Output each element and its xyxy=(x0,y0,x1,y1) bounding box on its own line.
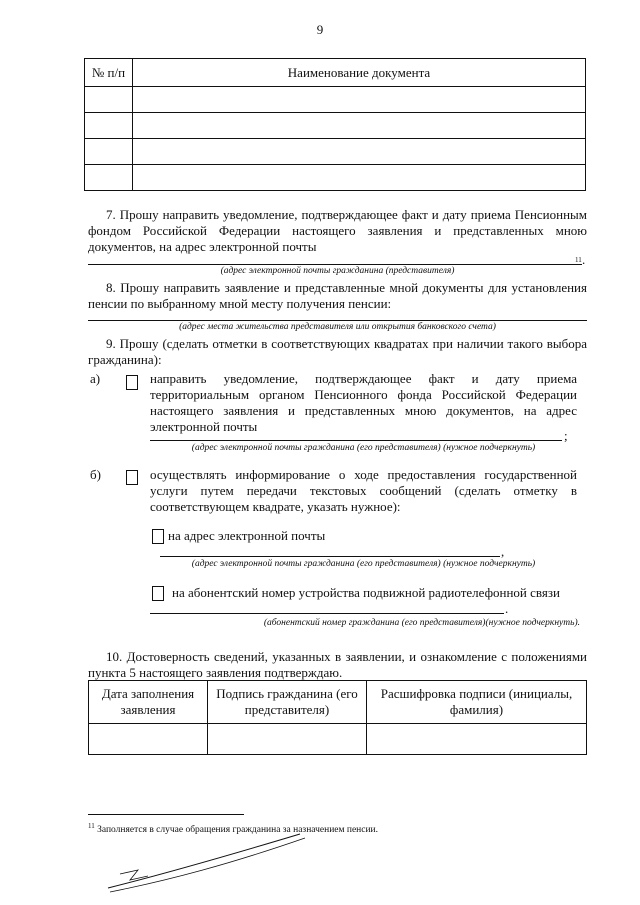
name-cell[interactable] xyxy=(367,724,587,755)
option-b-text: осуществлять информирование о ходе предоставления государственной услуги путем передачи текстовых сообщений (сделать отметку в соответствующем квадрате, указать нужное): xyxy=(150,467,577,514)
line-end-semicolon: ; xyxy=(564,428,568,443)
column-header-document-name: Наименование документа xyxy=(133,59,586,87)
table-cell xyxy=(133,113,586,139)
option-a-caption: (адрес электронной почты гражданина (его представителя) (нужное подчеркнуть) xyxy=(191,443,536,453)
option-a-email-line[interactable] xyxy=(150,440,562,441)
address-line[interactable] xyxy=(88,320,587,321)
option-b-email-line[interactable] xyxy=(160,556,500,557)
phone-caption: (абонентский номер гражданина (его представителя)(нужное подчеркнуть). xyxy=(263,618,580,628)
option-a-marker: а) xyxy=(90,371,101,386)
signature-cell[interactable] xyxy=(208,724,367,755)
page-number: 9 xyxy=(316,22,324,37)
email-caption: (адрес электронной почты гражданина (представителя) xyxy=(220,266,455,276)
documents-table xyxy=(84,58,586,191)
footnote-divider xyxy=(88,814,244,815)
option-b-email-caption: (адрес электронной почты гражданина (его представителя) (нужное подчеркнуть) xyxy=(191,559,536,569)
option-a-text: направить уведомление, подтверждающее факт и дату приема территориальным органом Пенсионного фонда Российской Федерации настоящего заявления и представленных мною документов, на адрес электронной почты xyxy=(150,371,577,434)
footnote-text: Заполняется в случае обращения гражданина за назначением пенсии. xyxy=(97,825,379,836)
signature-header-row xyxy=(89,681,587,724)
table-cell xyxy=(85,139,133,165)
signature-input-row xyxy=(89,724,587,755)
column-header-number: № п/п xyxy=(85,59,133,87)
footnote-number: 11 xyxy=(88,822,95,830)
item-7-text: 7. Прошу направить уведомление, подтверждающее факт и дату приема Пенсионным фондом Российской Федерации настоящего заявления и представленных мною документов, на адрес электронной почты xyxy=(88,207,587,254)
line-end-period: . xyxy=(582,252,586,267)
email-option-checkbox[interactable] xyxy=(152,529,164,544)
line-end-period-2: . xyxy=(505,601,509,616)
item-10-text: 10. Достоверность сведений, указанных в заявлении, и ознакомление с положениями пункта 5 настоящего заявления подтверждаю. xyxy=(88,649,587,680)
option-b-marker: б) xyxy=(90,467,101,482)
option-b-checkbox[interactable] xyxy=(126,470,138,485)
column-header-signature: Подпись гражданина (его представителя) xyxy=(208,681,367,724)
email-option-label: на адрес электронной почты xyxy=(168,528,326,543)
table-cell xyxy=(85,165,133,191)
table-cell xyxy=(133,87,586,113)
table-row xyxy=(85,165,586,191)
table-row xyxy=(85,113,586,139)
column-header-date: Дата заполнения заявления xyxy=(89,681,208,724)
table-cell xyxy=(133,165,586,191)
item-8-text: 8. Прошу направить заявление и представленные мной документы для установления пенсии по выбранному мной месту получения пенсии: xyxy=(88,280,587,311)
handwritten-signature xyxy=(100,830,360,900)
email-line[interactable] xyxy=(88,264,582,265)
footnote-ref-11: 11 xyxy=(575,256,582,264)
table-cell xyxy=(85,87,133,113)
address-caption: (адрес места жительства представителя или открытия банковского счета) xyxy=(179,322,496,332)
line-end-comma: , xyxy=(501,544,505,559)
table-header-row xyxy=(85,59,586,87)
date-cell[interactable] xyxy=(89,724,208,755)
item-9-text: 9. Прошу (сделать отметки в соответствующих квадратах при наличии такого выбора гражданина): xyxy=(88,336,587,367)
table-cell xyxy=(85,113,133,139)
phone-option-label: на абонентский номер устройства подвижной радиотелефонной связи xyxy=(172,585,560,600)
option-a-checkbox[interactable] xyxy=(126,375,138,390)
table-cell xyxy=(133,139,586,165)
signature-table xyxy=(88,680,587,755)
table-row xyxy=(85,87,586,113)
column-header-name: Расшифровка подписи (инициалы, фамилия) xyxy=(367,681,587,724)
table-row xyxy=(85,139,586,165)
phone-number-line[interactable] xyxy=(150,613,504,614)
phone-option-checkbox[interactable] xyxy=(152,586,164,601)
